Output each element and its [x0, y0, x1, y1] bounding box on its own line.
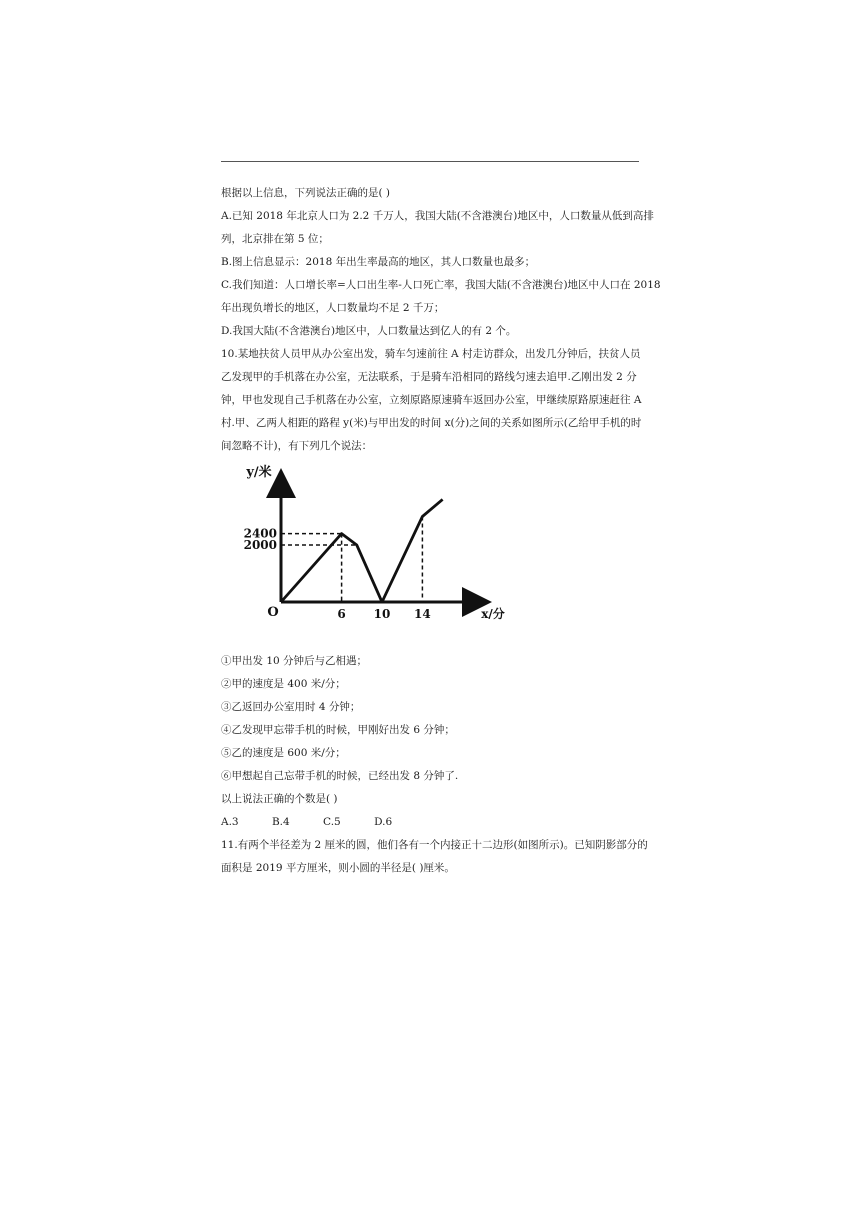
y-axis-label: y/米 [246, 465, 272, 480]
q10-option-b: B.4 [271, 816, 290, 828]
q9-option-b: B.图上信息显示：2018 年出生率最高的地区，其人口数量也最多； [221, 256, 536, 268]
q10-ask: 以上说法正确的个数是( ) [221, 793, 338, 805]
origin-label: O [267, 605, 279, 620]
q9-prompt: 根据以上信息，下列说法正确的是( ) [221, 187, 391, 199]
q10-line3: 钟，甲也发现自己手机落在办公室，立刻原路原速骑车返回办公室，甲继续原路原速赶往 A [221, 394, 642, 406]
distance-series-line [281, 499, 443, 602]
q10-statement-1: ①甲出发 10 分钟后与乙相遇； [221, 655, 368, 667]
document-body [221, 182, 661, 880]
q10-line1: 10.某地扶贫人员甲从办公室出发，骑车匀速前往 A 村走访群众，出发几分钟后，扶贫人员 [221, 348, 641, 360]
q9-option-c-line2: 年出现负增长的地区，人口数量均不足 2 千万； [221, 302, 445, 314]
q10-statement-3: ③乙返回办公室用时 4 分钟； [221, 701, 361, 713]
q11-line2: 面积是 2019 平方厘米，则小圆的半径是( )厘米。 [221, 862, 455, 874]
q10-line5: 间忽略不计)，有下列几个说法： [221, 440, 373, 452]
q10-option-c: C.5 [323, 816, 341, 828]
x-tick-label-14: 14 [414, 607, 431, 621]
q10-statement-5: ⑤乙的速度是 600 米/分； [221, 747, 346, 759]
x-tick-label-10: 10 [373, 607, 391, 621]
q9-option-a-line2: 列，北京排在第 5 位； [221, 233, 329, 245]
y-tick-label-2000: 2000 [243, 538, 277, 552]
x-axis-label: x/分 [481, 607, 505, 621]
q10-options [221, 811, 641, 834]
x-tick-label-6: 6 [337, 607, 346, 621]
q10-statement-4: ④乙发现甲忘带手机的时候，甲刚好出发 6 分钟； [221, 724, 455, 736]
q10-line2: 乙发现甲的手机落在办公室，无法联系，于是骑车沿相同的路线匀速去追甲.乙刚出发 2 分 [221, 371, 637, 383]
distance-time-graph [221, 462, 521, 642]
q9-option-a-line1: A.已知 2018 年北京人口为 2.2 千万人，我国大陆(不含港澳台)地区中，人口数量从低到高排 [221, 210, 654, 222]
q9-option-d: D.我国大陆(不含港澳台)地区中，人口数量达到亿人的有 2 个。 [221, 325, 517, 337]
q10-statement-6: ⑥甲想起自己忘带手机的时候，已经出发 8 分钟了. [221, 770, 459, 782]
y-tick-label-2400: 2400 [243, 526, 277, 541]
graph-svg [221, 462, 521, 642]
q9-option-c-line1: C.我们知道：人口增长率=人口出生率-人口死亡率，我国大陆(不含港澳台)地区中人口在 2018 [221, 279, 661, 291]
q10-option-d: D.6 [374, 816, 393, 828]
header-rule [221, 161, 639, 162]
q10-option-a: A.3 [221, 816, 239, 828]
q10-statement-2: ②甲的速度是 400 米/分； [221, 678, 346, 690]
q11-line1: 11.有两个半径差为 2 厘米的圆，他们各有一个内接正十二边形(如图所示)。已知阴影部分的 [221, 839, 648, 851]
q10-line4: 村.甲、乙两人相距的路程 y(米)与甲出发的时间 x(分)之间的关系如图所示(乙给甲手机的时 [221, 417, 642, 429]
